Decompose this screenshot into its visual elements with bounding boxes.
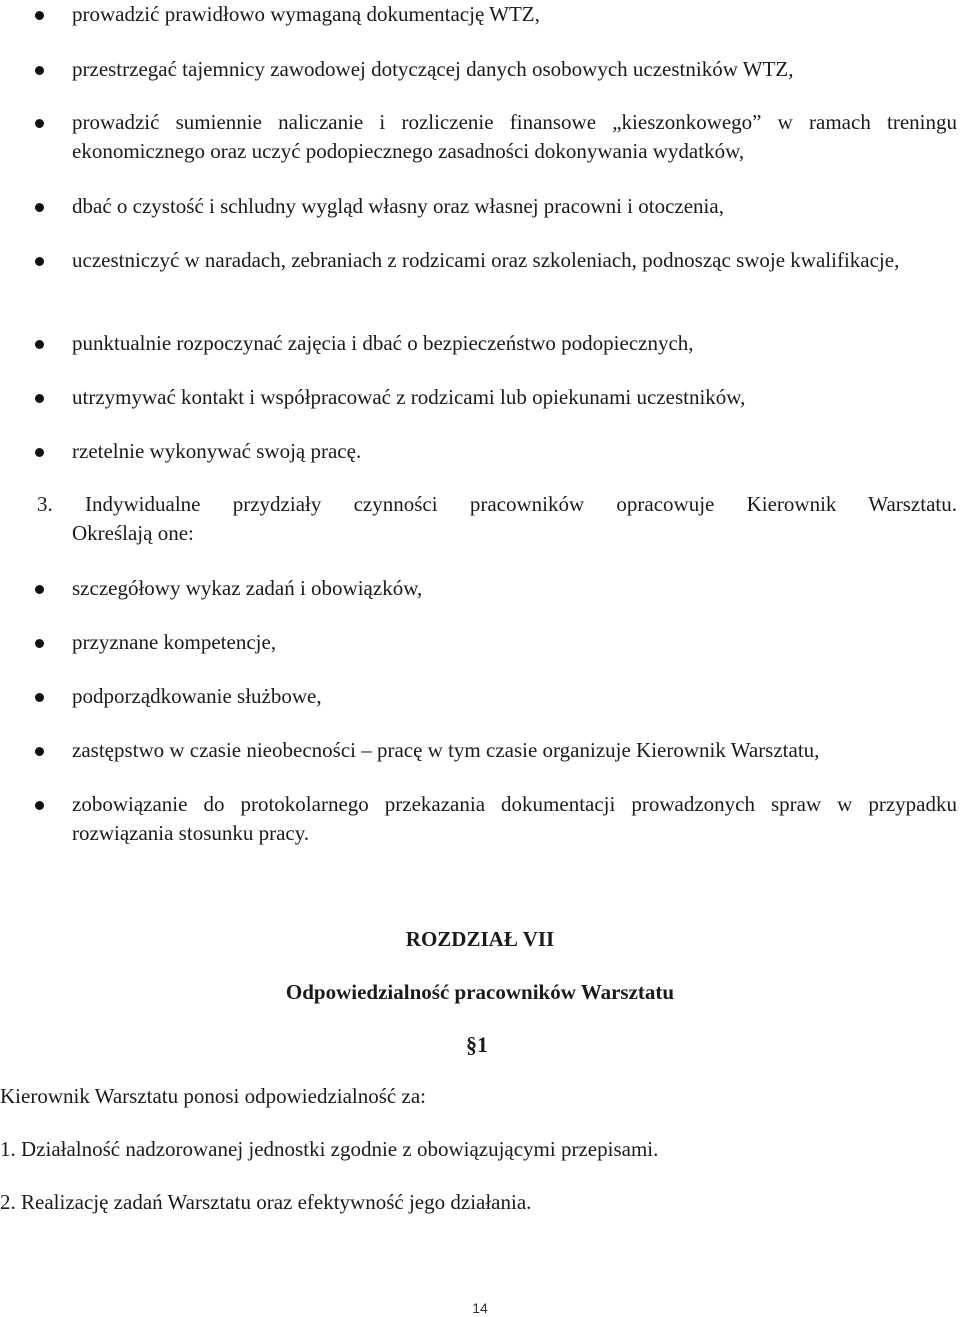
bullet-dot-icon bbox=[35, 257, 44, 266]
bullet-dot-icon bbox=[35, 119, 44, 128]
list-item-text: szczegółowy wykaz zadań i obowiązków, bbox=[72, 576, 423, 600]
bullet-dot-icon bbox=[35, 585, 44, 594]
paragraph-3-line2: Określają one: bbox=[72, 521, 194, 545]
bullet-dot-icon bbox=[35, 203, 44, 212]
bullet-dot-icon bbox=[35, 394, 44, 403]
list-item-text: dbać o czystość i schludny wygląd własny oraz własnej pracowni i otoczenia, bbox=[72, 194, 724, 218]
list-item-text: utrzymywać kontakt i współpracować z rodzicami lub opiekunami uczestników, bbox=[72, 385, 746, 409]
list-item-text: podporządkowanie służbowe, bbox=[72, 684, 322, 708]
bullet-dot-icon bbox=[35, 340, 44, 349]
paragraph-3-line1: 3. Indywidualne przydziały czynności pracowników opracowuje Kierownik Warsztatu. bbox=[37, 492, 957, 516]
list-item-text: zobowiązanie do protokolarnego przekazania dokumentacji prowadzonych spraw w przypadku rozwiązania stosunku pracy. bbox=[72, 792, 957, 845]
list-item-text: rzetelnie wykonywać swoją pracę. bbox=[72, 439, 362, 463]
responsibility-item: 2. Realizację zadań Warsztatu oraz efektywność jego działania. bbox=[0, 1190, 532, 1214]
chapter-subtitle: Odpowiedzialność pracowników Warsztatu bbox=[285, 980, 675, 1004]
bullet-dot-icon bbox=[35, 66, 44, 75]
bullet-dot-icon bbox=[35, 747, 44, 756]
list-item-text: punktualnie rozpoczynać zajęcia i dbać o bezpieczeństwo podopiecznych, bbox=[72, 331, 694, 355]
list-item-text: zastępstwo w czasie nieobecności – pracę w tym czasie organizuje Kierownik Warsztatu, bbox=[72, 738, 820, 762]
bullet-dot-icon bbox=[35, 639, 44, 648]
bullet-dot-icon bbox=[35, 448, 44, 457]
section-mark: §1 bbox=[466, 1032, 488, 1057]
list-item-text: prowadzić sumiennie naliczanie i rozliczenie finansowe „kieszonkowego” w ramach treningu ekonomicznego oraz uczyć podopiecznego zasadności dokonywania wydatków, bbox=[72, 110, 957, 163]
list-item-text: przestrzegać tajemnicy zawodowej dotyczącej danych osobowych uczestników WTZ, bbox=[72, 57, 794, 81]
bullet-dot-icon bbox=[35, 693, 44, 702]
list-item-text: przyznane kompetencje, bbox=[72, 630, 277, 654]
responsibility-intro: Kierownik Warsztatu ponosi odpowiedzialność za: bbox=[0, 1084, 426, 1108]
page-number: 14 bbox=[472, 1300, 488, 1316]
bullet-dot-icon bbox=[35, 801, 44, 810]
responsibility-item: 1. Działalność nadzorowanej jednostki zgodnie z obowiązującymi przepisami. bbox=[0, 1137, 659, 1161]
list-item-text: prowadzić prawidłowo wymaganą dokumentację WTZ, bbox=[72, 2, 540, 26]
chapter-title: ROZDZIAŁ VII bbox=[405, 927, 555, 951]
bullet-dot-icon bbox=[35, 11, 44, 20]
list-item-text: uczestniczyć w naradach, zebraniach z rodzicami oraz szkoleniach, podnosząc swoje kwalifikacje, bbox=[72, 248, 900, 272]
